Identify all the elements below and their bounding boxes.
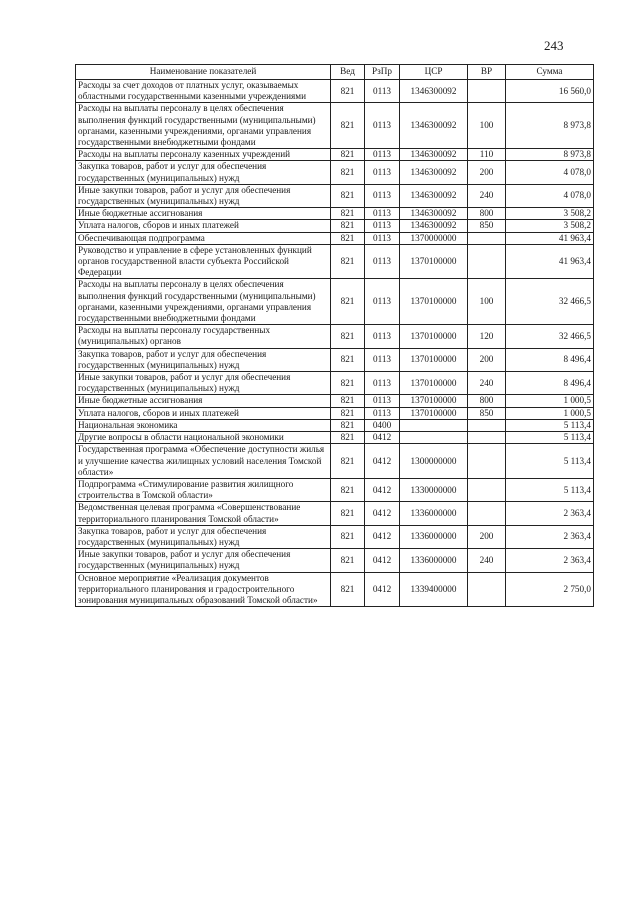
cell-rzpr: 0412: [365, 549, 400, 572]
cell-name: Иные закупки товаров, работ и услуг для обеспечения государственных (муниципальных) нужд: [76, 184, 331, 207]
page-number: 243: [544, 38, 564, 53]
cell-csr: 1346300092: [400, 149, 468, 161]
cell-ved: 821: [331, 419, 365, 431]
cell-vr: 200: [468, 525, 506, 548]
cell-name: Ведомственная целевая программа «Совершенствование территориального планирования Томской области»: [76, 502, 331, 525]
cell-ved: 821: [331, 220, 365, 232]
cell-name: Уплата налогов, сборов и иных платежей: [76, 220, 331, 232]
budget-table: [75, 64, 594, 607]
cell-name: Руководство и управление в сфере установленных функций органов государственной власти субъекта Российской Федерации: [76, 244, 331, 279]
table-row: [76, 80, 594, 103]
table-row: [76, 279, 594, 325]
table-row: [76, 325, 594, 348]
cell-sum: 5 113,4: [506, 432, 594, 444]
cell-ved: 821: [331, 407, 365, 419]
cell-vr: 800: [468, 395, 506, 407]
table-row: [76, 502, 594, 525]
cell-vr: [468, 80, 506, 103]
cell-ved: 821: [331, 103, 365, 149]
cell-name: Расходы на выплаты персоналу в целях обеспечения выполнения функций государственными (муниципальными) органами, казенными учреждениями, органами управления государственными внебюджетными фондами: [76, 103, 331, 149]
cell-ved: 821: [331, 549, 365, 572]
table-row: [76, 372, 594, 395]
table-row: [76, 103, 594, 149]
cell-rzpr: 0113: [365, 244, 400, 279]
cell-vr: 200: [468, 348, 506, 371]
cell-ved: 821: [331, 279, 365, 325]
cell-vr: 240: [468, 372, 506, 395]
table-row: [76, 549, 594, 572]
cell-csr: 1336000000: [400, 525, 468, 548]
cell-sum: 3 508,2: [506, 208, 594, 220]
cell-csr: 1346300092: [400, 161, 468, 184]
cell-csr: [400, 432, 468, 444]
cell-vr: [468, 244, 506, 279]
cell-sum: 3 508,2: [506, 220, 594, 232]
cell-sum: 5 113,4: [506, 478, 594, 501]
table-row: [76, 444, 594, 479]
table-row: [76, 161, 594, 184]
cell-name: Национальная экономика: [76, 419, 331, 431]
cell-name: Уплата налогов, сборов и иных платежей: [76, 407, 331, 419]
cell-csr: 1370100000: [400, 395, 468, 407]
table-row: [76, 525, 594, 548]
cell-rzpr: 0113: [365, 407, 400, 419]
cell-name: Расходы на выплаты персоналу казенных учреждений: [76, 149, 331, 161]
table-row: [76, 419, 594, 431]
cell-rzpr: 0113: [365, 348, 400, 371]
cell-rzpr: 0113: [365, 161, 400, 184]
cell-ved: 821: [331, 444, 365, 479]
cell-ved: 821: [331, 161, 365, 184]
table-row: [76, 208, 594, 220]
cell-name: Расходы за счет доходов от платных услуг, оказываемых областными государственными казенными учреждениями: [76, 80, 331, 103]
cell-rzpr: 0412: [365, 432, 400, 444]
cell-csr: 1370100000: [400, 244, 468, 279]
cell-name: Закупка товаров, работ и услуг для обеспечения государственных (муниципальных) нужд: [76, 161, 331, 184]
cell-ved: 821: [331, 372, 365, 395]
cell-sum: 8 973,8: [506, 149, 594, 161]
table-row: [76, 572, 594, 607]
cell-vr: [468, 572, 506, 607]
cell-vr: [468, 478, 506, 501]
cell-rzpr: 0113: [365, 325, 400, 348]
cell-sum: 5 113,4: [506, 419, 594, 431]
cell-name: Обеспечивающая подпрограмма: [76, 232, 331, 244]
cell-rzpr: 0113: [365, 184, 400, 207]
cell-vr: 100: [468, 103, 506, 149]
table-row: [76, 220, 594, 232]
table-row: [76, 348, 594, 371]
cell-vr: 800: [468, 208, 506, 220]
table-row: [76, 184, 594, 207]
cell-rzpr: 0113: [365, 232, 400, 244]
header-csr: ЦСР: [400, 65, 468, 80]
cell-sum: 16 560,0: [506, 80, 594, 103]
cell-ved: 821: [331, 149, 365, 161]
cell-sum: 4 078,0: [506, 184, 594, 207]
table-row: [76, 395, 594, 407]
cell-csr: 1370100000: [400, 348, 468, 371]
cell-vr: 120: [468, 325, 506, 348]
cell-name: Другие вопросы в области национальной экономики: [76, 432, 331, 444]
cell-rzpr: 0113: [365, 279, 400, 325]
cell-sum: 32 466,5: [506, 279, 594, 325]
table-row: [76, 478, 594, 501]
cell-ved: 821: [331, 80, 365, 103]
cell-rzpr: 0412: [365, 572, 400, 607]
cell-name: Закупка товаров, работ и услуг для обеспечения государственных (муниципальных) нужд: [76, 525, 331, 548]
cell-name: Закупка товаров, работ и услуг для обеспечения государственных (муниципальных) нужд: [76, 348, 331, 371]
cell-rzpr: 0113: [365, 149, 400, 161]
cell-csr: 1370000000: [400, 232, 468, 244]
table-row: [76, 232, 594, 244]
cell-name: Иные бюджетные ассигнования: [76, 208, 331, 220]
cell-csr: 1336000000: [400, 502, 468, 525]
cell-sum: 41 963,4: [506, 244, 594, 279]
cell-sum: 1 000,5: [506, 395, 594, 407]
cell-sum: 8 973,8: [506, 103, 594, 149]
header-name: Наименование показателей: [76, 65, 331, 80]
cell-rzpr: 0400: [365, 419, 400, 431]
cell-ved: 821: [331, 348, 365, 371]
cell-csr: 1370100000: [400, 372, 468, 395]
cell-csr: 1370100000: [400, 325, 468, 348]
table-row: [76, 407, 594, 419]
cell-sum: 2 363,4: [506, 502, 594, 525]
table-row: [76, 149, 594, 161]
cell-vr: 850: [468, 407, 506, 419]
cell-ved: 821: [331, 478, 365, 501]
cell-sum: 8 496,4: [506, 372, 594, 395]
cell-vr: [468, 432, 506, 444]
cell-ved: 821: [331, 432, 365, 444]
header-sum: Сумма: [506, 65, 594, 80]
cell-rzpr: 0113: [365, 395, 400, 407]
header-vr: ВР: [468, 65, 506, 80]
cell-csr: 1346300092: [400, 103, 468, 149]
cell-vr: [468, 419, 506, 431]
cell-csr: 1346300092: [400, 208, 468, 220]
cell-rzpr: 0412: [365, 444, 400, 479]
cell-rzpr: 0113: [365, 220, 400, 232]
cell-ved: 821: [331, 572, 365, 607]
cell-csr: 1300000000: [400, 444, 468, 479]
cell-csr: 1346300092: [400, 220, 468, 232]
cell-sum: 8 496,4: [506, 348, 594, 371]
cell-rzpr: 0113: [365, 208, 400, 220]
cell-name: Расходы на выплаты персоналу в целях обеспечения выполнения функций государственными (муниципальными) органами, казенными учреждениями, органами управления государственными внебюджетными фондами: [76, 279, 331, 325]
header-ved: Вед: [331, 65, 365, 80]
cell-csr: 1336000000: [400, 549, 468, 572]
cell-vr: 240: [468, 549, 506, 572]
cell-csr: 1346300092: [400, 80, 468, 103]
cell-csr: 1346300092: [400, 184, 468, 207]
cell-vr: 100: [468, 279, 506, 325]
table-row: [76, 432, 594, 444]
cell-vr: 240: [468, 184, 506, 207]
cell-sum: 2 363,4: [506, 525, 594, 548]
cell-sum: 32 466,5: [506, 325, 594, 348]
cell-rzpr: 0113: [365, 103, 400, 149]
cell-ved: 821: [331, 184, 365, 207]
cell-name: Основное мероприятие «Реализация документов территориального планирования и градостроительного зонирования муниципальных образований Томской области»: [76, 572, 331, 607]
cell-vr: 110: [468, 149, 506, 161]
cell-csr: 1370100000: [400, 279, 468, 325]
cell-csr: 1370100000: [400, 407, 468, 419]
cell-sum: 2 750,0: [506, 572, 594, 607]
cell-name: Иные закупки товаров, работ и услуг для обеспечения государственных (муниципальных) нужд: [76, 549, 331, 572]
cell-vr: 850: [468, 220, 506, 232]
cell-rzpr: 0113: [365, 372, 400, 395]
cell-ved: 821: [331, 525, 365, 548]
cell-rzpr: 0412: [365, 525, 400, 548]
cell-ved: 821: [331, 325, 365, 348]
cell-name: Расходы на выплаты персоналу государственных (муниципальных) органов: [76, 325, 331, 348]
cell-name: Подпрограмма «Стимулирование развития жилищного строительства в Томской области»: [76, 478, 331, 501]
header-rzpr: РзПр: [365, 65, 400, 80]
cell-csr: 1339400000: [400, 572, 468, 607]
cell-rzpr: 0412: [365, 478, 400, 501]
cell-csr: [400, 419, 468, 431]
cell-name: Государственная программа «Обеспечение доступности жилья и улучшение качества жилищных условий населения Томской области»: [76, 444, 331, 479]
cell-ved: 821: [331, 232, 365, 244]
cell-csr: 1330000000: [400, 478, 468, 501]
cell-vr: [468, 444, 506, 479]
cell-rzpr: 0412: [365, 502, 400, 525]
cell-vr: [468, 502, 506, 525]
cell-name: Иные закупки товаров, работ и услуг для обеспечения государственных (муниципальных) нужд: [76, 372, 331, 395]
table-row: [76, 244, 594, 279]
cell-sum: 4 078,0: [506, 161, 594, 184]
cell-ved: 821: [331, 244, 365, 279]
cell-rzpr: 0113: [365, 80, 400, 103]
cell-sum: 2 363,4: [506, 549, 594, 572]
cell-vr: 200: [468, 161, 506, 184]
cell-ved: 821: [331, 395, 365, 407]
cell-sum: 5 113,4: [506, 444, 594, 479]
cell-ved: 821: [331, 502, 365, 525]
cell-sum: 1 000,5: [506, 407, 594, 419]
cell-ved: 821: [331, 208, 365, 220]
cell-vr: [468, 232, 506, 244]
cell-name: Иные бюджетные ассигнования: [76, 395, 331, 407]
table-header-row: [76, 65, 594, 80]
cell-sum: 41 963,4: [506, 232, 594, 244]
